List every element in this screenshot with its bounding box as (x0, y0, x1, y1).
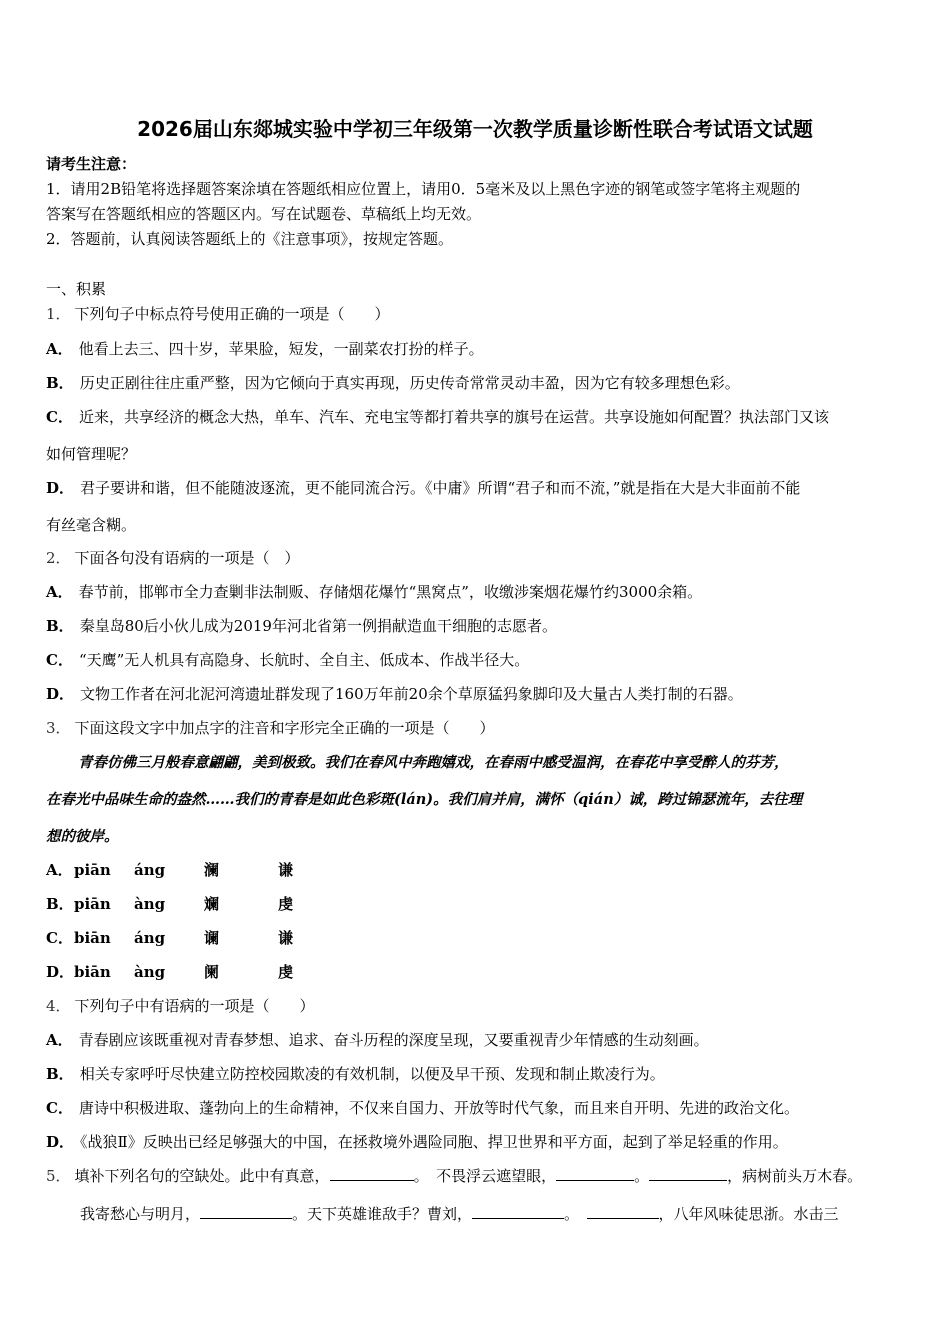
option-pinyin-2: àng (134, 963, 166, 981)
answer-blank[interactable] (472, 1204, 564, 1219)
option-label: A． (46, 861, 73, 879)
q1-option-b (46, 372, 740, 393)
q5-line-1 (46, 1165, 862, 1186)
option-text: 相关专家呼吁尽快建立防控校园欺凌的有效机制，以便及早干预、发现和制止欺凌行为。 (79, 1065, 665, 1083)
q1-option-a (46, 338, 484, 359)
option-label: C． (46, 408, 73, 426)
q4-option-b (46, 1063, 665, 1084)
option-text: “天鹰”无人机具有高隐身、长航时、全自主、低成本、作战半径大。 (78, 651, 530, 669)
q3-passage-line-2: 在春光中品味生命的盎然……我们的青春是如此色彩斑(lán)。我们肩并肩，满怀（qián）诚，跨过锦瑟流年，去往理 (46, 791, 803, 808)
q3-passage-line-3: 想的彼岸。 (46, 828, 119, 845)
q2-option-c (46, 649, 529, 670)
notice-line-3: 2．答题前，认真阅读答题纸上的《注意事项》，按规定答题。 (46, 230, 454, 248)
q3-number: 3． (46, 719, 71, 737)
option-text: 《战狼Ⅱ》反映出已经足够强大的中国，在拯救境外遇险同胞、捍卫世界和平方面，起到了举足轻重的作用。 (80, 1133, 788, 1151)
option-char-1: 阑 (204, 963, 220, 981)
option-pinyin-1: piān (74, 895, 111, 913)
q3-option-a (46, 859, 293, 880)
option-label: B． (46, 617, 74, 635)
q5-text: 。 不畏浮云遮望眼， (413, 1167, 557, 1185)
q4-stem (46, 995, 315, 1016)
q3-option-b (46, 893, 293, 914)
q5-text: 填补下列名句的空缺处。此中有真意， (74, 1167, 330, 1185)
option-pinyin-2: àng (134, 895, 166, 913)
q4-stem-text: 下列句子中有语病的一项是（ ） (74, 997, 315, 1015)
q5-number: 5． (46, 1167, 71, 1185)
option-label: D． (46, 1133, 75, 1151)
q1-option-c-cont: 如何管理呢？ (46, 445, 137, 463)
option-text: 他看上去三、四十岁，苹果脸，短发，一副菜农打扮的样子。 (78, 340, 484, 358)
option-label: B． (46, 1065, 74, 1083)
q3-passage-line-1: 青春仿佛三月般春意翩翩，美到极致。我们在春风中奔跑嬉戏，在春雨中感受温润，在春花中享受醉人的芬芳， (78, 754, 789, 771)
option-text: 历史正剧往往庄重严整，因为它倾向于真实再现，历史传奇常常灵动丰盈，因为它有较多理想色彩。 (79, 374, 740, 392)
option-label: A． (46, 1031, 73, 1049)
notice-line-1: 1．请用2B铅笔将选择题答案涂填在答题纸相应位置上，请用0．5毫米及以上黑色字迹的钢笔或签字笔将主观题的 (46, 180, 801, 198)
option-text: 君子要讲和谐，但不能随波逐流，更不能同流合污。《中庸》所谓“君子和而不流，”就是指在大是大非面前不能 (80, 479, 801, 497)
option-text: 春节前，邯郸市全力查剿非法制贩、存储烟花爆竹“黑窝点”，收缴涉案烟花爆竹约3000余箱。 (78, 583, 703, 601)
option-char-2: 谦 (278, 929, 294, 947)
q5-text: 。天下英雄谁敌手？曹刘， (292, 1205, 473, 1223)
q3-option-c (46, 927, 293, 948)
q2-number: 2． (46, 549, 71, 567)
option-label: C． (46, 929, 73, 947)
q5-line-2 (80, 1203, 839, 1224)
option-label: C． (46, 651, 73, 669)
q4-option-a (46, 1029, 709, 1050)
option-char-2: 虔 (278, 963, 294, 981)
q2-stem-text: 下面各句没有语病的一项是（ ） (74, 549, 300, 567)
q1-number: 1． (46, 305, 71, 323)
option-pinyin-1: biān (74, 929, 111, 947)
option-char-2: 虔 (278, 895, 294, 913)
q2-option-d (46, 683, 743, 704)
q1-option-d-cont: 有丝毫含糊。 (46, 516, 137, 534)
answer-blank[interactable] (556, 1166, 634, 1181)
answer-blank[interactable] (649, 1166, 727, 1181)
option-label: D． (46, 479, 75, 497)
section-heading: 一、积累 (46, 280, 107, 298)
option-pinyin-1: biān (74, 963, 111, 981)
q2-stem (46, 547, 300, 568)
q5-text: 。 (564, 1205, 587, 1223)
q1-stem-text: 下列句子中标点符号使用正确的一项是（ ） (74, 305, 390, 323)
q5-text: ，八年风味徒思浙。水击三 (658, 1205, 839, 1223)
option-label: B． (46, 374, 74, 392)
q5-text: ，病树前头万木春。 (727, 1167, 863, 1185)
q1-option-c (46, 406, 829, 427)
option-pinyin-2: áng (134, 861, 166, 879)
answer-blank[interactable] (200, 1204, 292, 1219)
q5-text: 我寄愁心与明月， (80, 1205, 201, 1223)
option-label: C． (46, 1099, 73, 1117)
option-label: D． (46, 963, 75, 981)
q2-option-a (46, 581, 702, 602)
option-pinyin-2: áng (134, 929, 166, 947)
q5-text: 。 (634, 1167, 650, 1185)
option-text: 唐诗中积极进取、蓬勃向上的生命精神，不仅来自国力、开放等时代气象，而且来自开明、先进的政治文化。 (78, 1099, 799, 1117)
option-label: A． (46, 583, 73, 601)
option-text: 近来，共享经济的概念大热，单车、汽车、充电宝等都打着共享的旗号在运营。共享设施如何配置？执法部门又该 (78, 408, 829, 426)
option-char-1: 澜 (204, 861, 220, 879)
exam-title: 2026届山东郯城实验中学初三年级第一次教学质量诊断性联合考试语文试题 (137, 117, 813, 141)
q3-stem-text: 下面这段文字中加点字的注音和字形完全正确的一项是（ ） (74, 719, 495, 737)
option-text: 文物工作者在河北泥河湾遗址群发现了160万年前20余个草原猛犸象脚印及大量古人类打制的石器。 (80, 685, 743, 703)
option-char-1: 谰 (204, 929, 220, 947)
notice-heading: 请考生注意： (46, 155, 137, 173)
q1-stem (46, 303, 390, 324)
q3-option-d (46, 961, 293, 982)
option-pinyin-1: piān (74, 861, 111, 879)
option-char-1: 斓 (204, 895, 220, 913)
notice-line-2: 答案写在答题纸相应的答题区内。写在试题卷、草稿纸上均无效。 (46, 205, 482, 223)
option-text: 青春剧应该既重视对青春梦想、追求、奋斗历程的深度呈现，又要重视青少年情感的生动刻画。 (78, 1031, 709, 1049)
answer-blank[interactable] (330, 1166, 414, 1181)
option-text: 秦皇岛80后小伙儿成为2019年河北省第一例捐献造血干细胞的志愿者。 (79, 617, 557, 635)
q3-stem (46, 717, 495, 738)
q1-option-d (46, 477, 800, 498)
option-label: D． (46, 685, 75, 703)
answer-blank[interactable] (587, 1204, 659, 1219)
q2-option-b (46, 615, 557, 636)
option-label: A． (46, 340, 73, 358)
q4-option-d (46, 1131, 788, 1152)
option-label: B． (46, 895, 74, 913)
option-char-2: 谦 (278, 861, 294, 879)
q4-number: 4． (46, 997, 71, 1015)
q4-option-c (46, 1097, 799, 1118)
